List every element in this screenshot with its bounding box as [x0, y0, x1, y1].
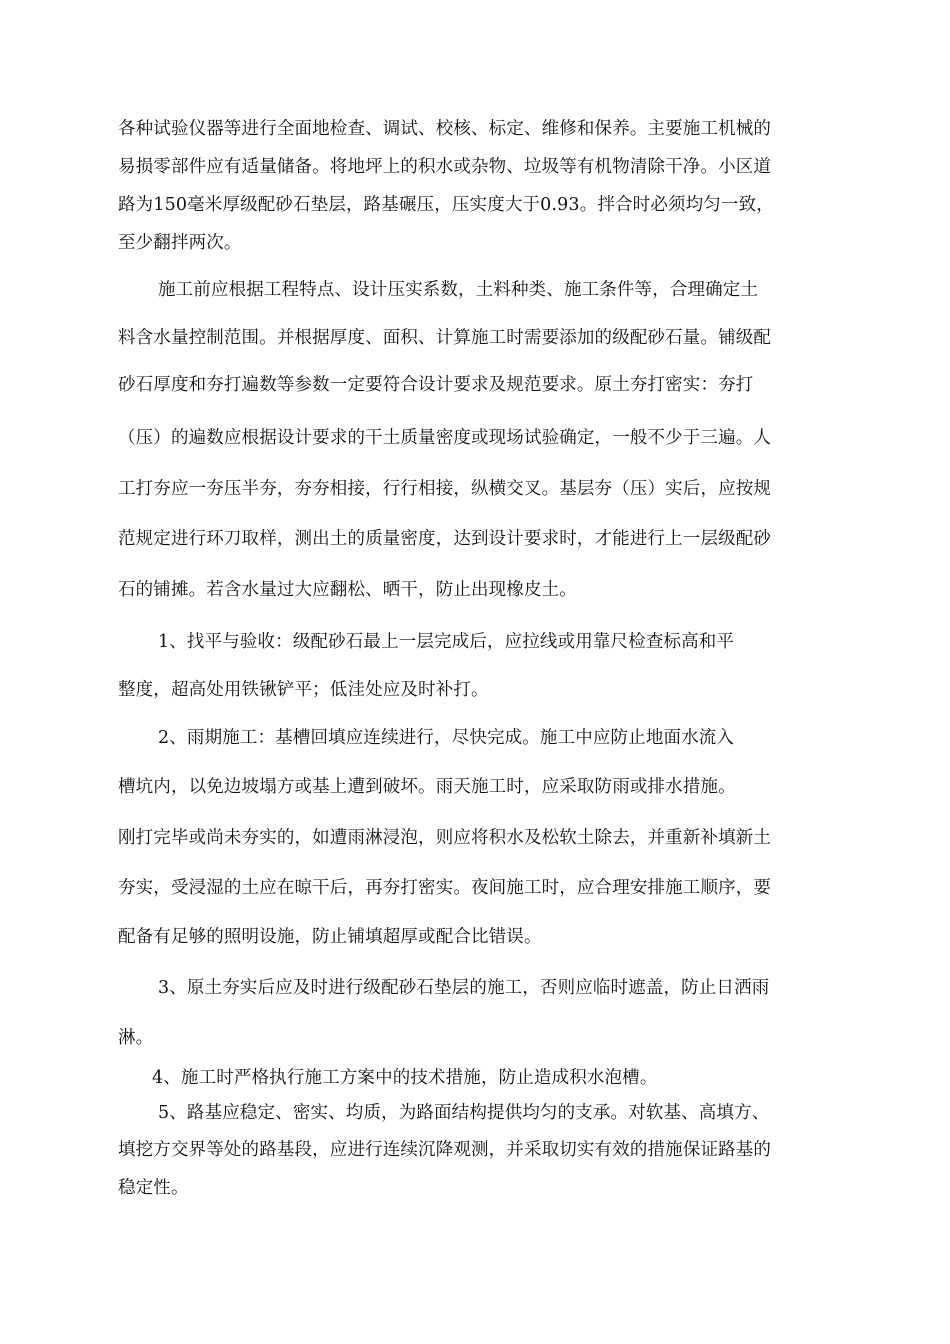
text-line: 4、施工时严格执行施工方案中的技术措施，防止造成积水泡槽。: [152, 1068, 658, 1088]
text-line: 各种试验仪器等进行全面地检查、调试、校核、标定、维修和保养。主要施工机械的: [118, 119, 772, 139]
text-line: 刚打完毕或尚未夯实的，如遭雨淋浸泡，则应将积水及松软土除去，并重新补填新土: [118, 828, 772, 848]
text-line: 槽坑内，以免边坡塌方或基上遭到破坏。雨天施工时，应采取防雨或排水措施。: [118, 777, 736, 797]
text-line: 施工前应根据工程特点、设计压实系数，土料种类、施工条件等，合理确定土: [158, 280, 759, 300]
text-line: 稳定性。: [118, 1178, 189, 1198]
text-line: 3、原土夯实后应及时进行级配砂石垫层的施工，否则应临时遮盖，防止日洒雨: [158, 978, 770, 998]
text-line: 2、雨期施工：基槽回填应连续进行，尽快完成。施工中应防止地面水流入: [158, 728, 735, 748]
text-line: 1、找平与验收：级配砂石最上一层完成后，应拉线或用靠尺检查标高和平: [158, 632, 735, 652]
text-line: 易损零部件应有适量储备。将地坪上的积水或杂物、垃圾等有机物清除干净。小区道: [118, 157, 772, 177]
text-line: 至少翻拌两次。: [118, 233, 242, 253]
text-line: 路为150毫米厚级配砂石垫层，路基碾压，压实度大于0.93。拌合时必须均匀一致，: [118, 195, 774, 215]
text-line: 夯实，受浸湿的土应在晾干后，再夯打密实。夜间施工时，应合理安排施工顺序，要: [118, 878, 772, 898]
text-line: 砂石厚度和夯打遍数等参数一定要符合设计要求及规范要求。原土夯打密实：夯打: [118, 375, 754, 395]
text-line: 填挖方交界等处的路基段，应进行连续沉降观测，并采取切实有效的措施保证路基的: [118, 1140, 772, 1160]
text-line: 石的铺摊。若含水量过大应翻松、晒干，防止出现橡皮土。: [118, 580, 577, 600]
text-line: （压）的遍数应根据设计要求的干土质量密度或现场试验确定，一般不少于三遍。人: [118, 428, 772, 448]
text-line: 工打夯应一夯压半夯，夯夯相接，行行相接，纵横交叉。基层夯（压）实后，应按规: [118, 479, 772, 499]
text-line: 料含水量控制范围。并根据厚度、面积、计算施工时需要添加的级配砂石量。铺级配: [118, 328, 772, 348]
text-line: 5、路基应稳定、密实、均质，为路面结构提供均匀的支承。对软基、高填方、: [158, 1103, 770, 1123]
text-line: 配备有足够的照明设施，防止铺填超厚或配合比错误。: [118, 927, 542, 947]
text-line: 范规定进行环刀取样，测出土的质量密度，达到设计要求时，才能进行上一层级配砂: [118, 529, 772, 549]
text-line: 整度，超高处用铁锹铲平；低洼处应及时补打。: [118, 680, 489, 700]
text-line: 淋。: [118, 1028, 154, 1048]
